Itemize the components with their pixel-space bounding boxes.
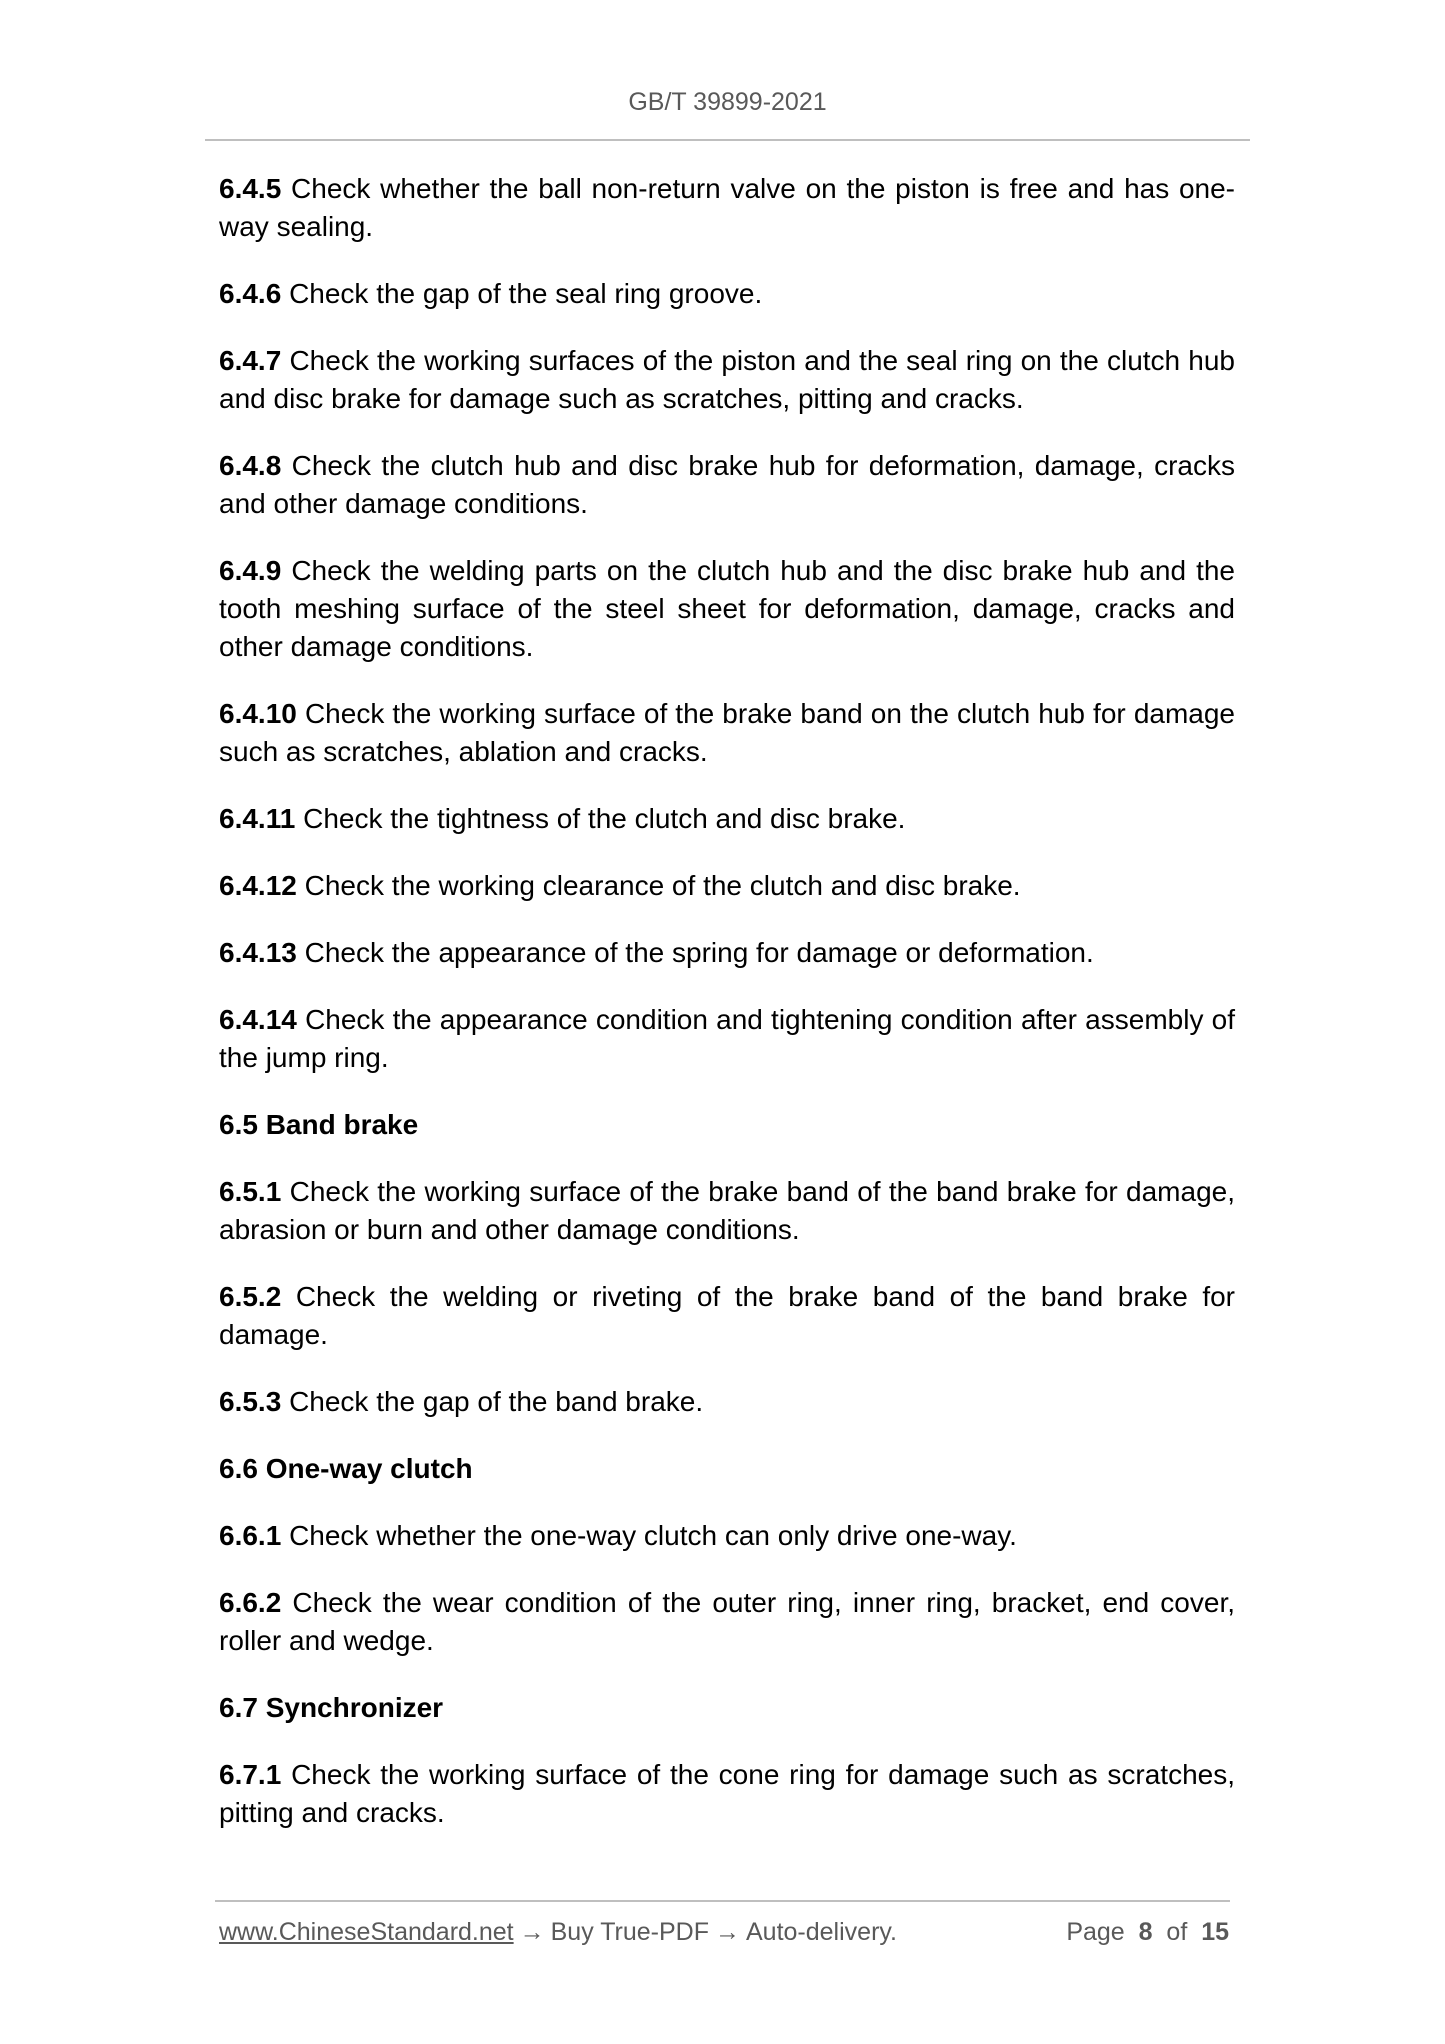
clause-number: 6.4.5 [219,173,282,204]
clause-text: Check the wear condition of the outer ring, inner ring, bracket, end cover, roller and wedge. [219,1587,1235,1656]
clause-number: 6.4.14 [219,1004,297,1035]
arrow-right-icon: → [519,1918,545,1946]
clause-number: 6.4.6 [219,278,282,309]
section-heading-band-brake: 6.5 Band brake [219,1109,419,1140]
clause-number: 6.4.12 [219,870,297,901]
buy-text: Buy True-PDF [550,1918,709,1946]
page-current: 8 [1138,1918,1153,1946]
clause-6-4-12 [219,867,1235,905]
footer-divider [215,1900,1230,1902]
clause-6-4-9 [219,552,1235,666]
clause-6-4-13 [219,934,1235,972]
clause-text: Check whether the ball non-return valve on the piston is free and has one-way sealing. [219,173,1236,242]
clause-6-4-5 [219,170,1235,246]
clause-text: Check the gap of the seal ring groove. [289,278,763,309]
arrow-right-icon: → [715,1918,740,1946]
clause-6-4-10 [219,695,1235,771]
header-divider [205,139,1250,141]
document-id: GB/T 39899-2021 [628,88,827,116]
document-body [219,170,1235,1861]
clause-6-7-1 [219,1756,1235,1832]
clause-number: 6.5.1 [219,1176,282,1207]
page-footer [219,1918,1229,1947]
clause-number: 6.6.1 [219,1520,282,1551]
page-label: Page [1066,1918,1125,1946]
clause-text: Check whether the one-way clutch can only drive one-way. [289,1520,1017,1551]
clause-text: Check the welding parts on the clutch hub and the disc brake hub and the tooth meshing surface of the steel sheet for deformation, damage, cracks and other damage conditions. [219,555,1235,662]
clause-number: 6.4.8 [219,450,282,481]
page-header [205,88,1250,117]
clause-6-4-11 [219,800,1235,838]
section-heading-one-way-clutch: 6.6 One-way clutch [219,1453,473,1484]
delivery-text: Auto-delivery. [746,1918,897,1946]
clause-text: Check the clutch hub and disc brake hub for deformation, damage, cracks and other damage conditions. [219,450,1235,519]
clause-6-6-1 [219,1517,1235,1555]
chinesestandard-link[interactable]: www.ChineseStandard.net [219,1918,514,1946]
clause-number: 6.5.3 [219,1386,282,1417]
page-total: 15 [1201,1918,1229,1946]
clause-text: Check the working surface of the brake band of the band brake for damage, abrasion or burn and other damage conditions. [219,1176,1236,1245]
section-heading-synchronizer: 6.7 Synchronizer [219,1692,444,1723]
clause-number: 6.6.2 [219,1587,282,1618]
clause-number: 6.4.7 [219,345,282,376]
clause-6-5-2 [219,1278,1235,1354]
clause-text: Check the working surface of the brake band on the clutch hub for damage such as scratches, ablation and cracks. [219,698,1236,767]
clause-text: Check the welding or riveting of the brake band of the band brake for damage. [219,1281,1235,1350]
clause-number: 6.4.10 [219,698,297,729]
clause-6-4-8 [219,447,1235,523]
clause-text: Check the appearance of the spring for damage or deformation. [304,937,1094,968]
clause-6-5-1 [219,1173,1235,1249]
clause-text: Check the working surface of the cone ring for damage such as scratches, pitting and cracks. [219,1759,1235,1828]
clause-number: 6.7.1 [219,1759,282,1790]
clause-text: Check the working surfaces of the piston and the seal ring on the clutch hub and disc brake for damage such as scratches, pitting and cracks. [219,345,1235,414]
clause-6-4-14 [219,1001,1235,1077]
clause-number: 6.5.2 [219,1281,282,1312]
clause-6-5-3 [219,1383,1235,1421]
clause-6-6-2 [219,1584,1235,1660]
clause-text: Check the appearance condition and tightening condition after assembly of the jump ring. [219,1004,1235,1073]
clause-number: 6.4.9 [219,555,282,586]
clause-6-4-6 [219,275,1235,313]
clause-text: Check the gap of the band brake. [289,1386,704,1417]
clause-6-4-7 [219,342,1235,418]
clause-number: 6.4.13 [219,937,297,968]
clause-number: 6.4.11 [219,803,296,834]
clause-text: Check the working clearance of the clutch and disc brake. [304,870,1021,901]
page-indicator [1066,1918,1229,1947]
footer-promo [219,1918,897,1947]
clause-text: Check the tightness of the clutch and disc brake. [303,803,906,834]
page-of-label: of [1166,1918,1188,1946]
